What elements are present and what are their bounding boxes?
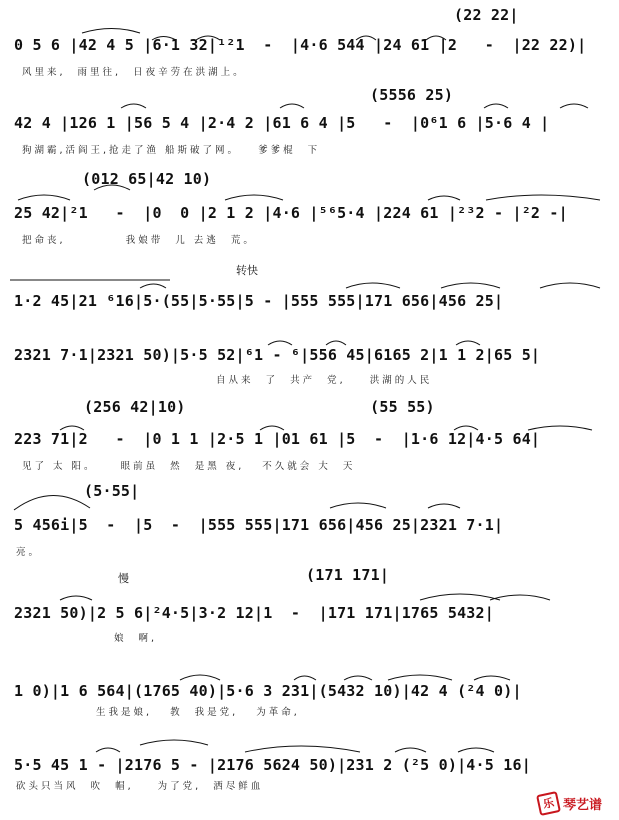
logo-text: 琴艺谱: [563, 798, 603, 813]
row-7-notes: 5 456i|5 - |5 - |555 555|171 656|456 25|2321 7·1|: [14, 516, 504, 534]
row-6-notes: 223 71|2 - |0 1 1 |2·5 1 |01 61 |5 - |1·6 12|4·5 64|: [14, 430, 541, 448]
row-10-notes: 5·5 45 1 - |2176 5 - |2176 5624 50)|231 2 (²5 0)|4·5 16|: [14, 756, 531, 774]
row-7-parenthetical: (5·55|: [84, 482, 140, 500]
row-2-notes: 42 4 |126 1 |56 5 4 |2·4 2 |61 6 4 |5 - |0⁶1 6 |5·6 4 |: [14, 114, 550, 132]
row-8-parenthetical: (171 171|: [306, 566, 390, 584]
row-4-tempo-marking: 转快: [236, 264, 258, 277]
row-4-notes: 1·2 45|21 ⁶16|5·(55|5·55|5 - |555 555|171 656|456 25|: [14, 292, 504, 310]
row-6-parenthetical: (256 42|10) (55 55): [84, 398, 435, 416]
logo-icon: 乐: [536, 791, 561, 816]
row-5-notes: 2321 7·1|2321 50)|5·5 52|⁶1 - ⁶|556 45|6165 2|1 1 2|65 5|: [14, 346, 541, 364]
row-8-lyrics: 娘 啊,: [114, 633, 158, 644]
row-1-parenthetical: (22 22|: [454, 6, 519, 24]
row-9-lyrics: 生我是娘, 教 我是党, 为革命,: [96, 707, 300, 718]
row-8-tempo-marking: 慢: [118, 572, 129, 585]
row-6-lyrics: 见了 太 阳。 眼前虽 然 是黑 夜, 不久就会 大 天: [22, 461, 356, 472]
row-1-lyrics: 风里来, 雨里往, 日夜辛劳在洪湖上。: [22, 67, 246, 78]
row-3-lyrics: 把命丧, 我娘带 儿 去逃 荒。: [22, 235, 256, 246]
row-1-notes: 0 5 6 |42 4 5 |6·1 32|¹²1 - |4·6 544 |24 61 |2 - |22 22)|: [14, 36, 587, 54]
row-5-lyrics: 自从来 了 共产 党, 洪湖的人民: [216, 375, 433, 386]
row-2-parenthetical: (5556 25): [370, 86, 454, 104]
row-3-parenthetical: (012 65|42 10): [82, 170, 212, 188]
row-7-lyrics: 亮。: [16, 547, 42, 558]
row-9-notes: 1 0)|1 6 564|(1765 40)|5·6 3 231|(5432 10)|42 4 (²4 0)|: [14, 682, 522, 700]
row-2-lyrics: 狗湖霸,活阎王,抢走了渔 船斯破了网。 爹爹棍 下: [22, 145, 321, 156]
row-3-notes: 25 42|²1 - |0 0 |2 1 2 |4·6 |⁵⁶5·4 |224 61 |²³2 - |²2 -|: [14, 204, 568, 222]
row-8-notes: 2321 50)|2 5 6|²4·5|3·2 12|1 - |171 171|1765 5432|: [14, 604, 494, 622]
row-10-lyrics: 砍头只当风 吹 帽, 为了党, 洒尽鲜血: [16, 781, 264, 792]
site-logo: [538, 793, 602, 814]
